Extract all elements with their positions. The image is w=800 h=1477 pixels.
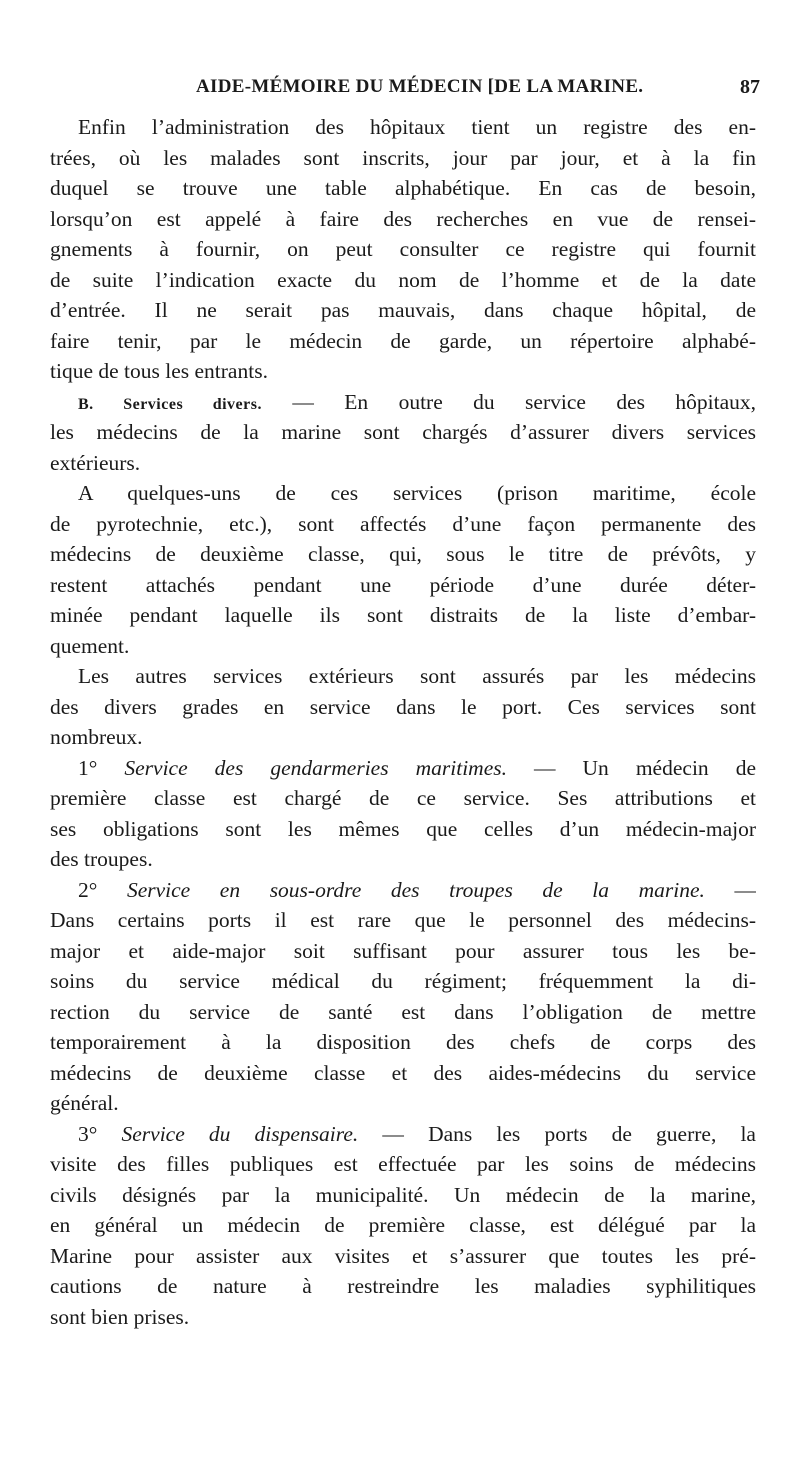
text-line <box>50 356 756 387</box>
text-line <box>50 265 756 296</box>
line-text: civils désignés par la municipalité. Un médecin de la marine, <box>50 1182 756 1207</box>
item-number: 3° <box>78 1121 122 1146</box>
line-text: gnements à fournir, on peut consulter ce registre qui fournit <box>50 237 756 261</box>
line-text: nombreux. <box>50 725 143 749</box>
line-text: A quelques-uns de ces services (prison maritime, école <box>78 481 756 505</box>
text-line <box>50 1271 756 1302</box>
line-text: Enfin l’administration des hôpitaux tient un registre des en- <box>78 115 756 139</box>
line-text: Marine pour assister aux visites et s’assurer que toutes les pré- <box>50 1243 756 1268</box>
text-line <box>50 1210 756 1241</box>
text-line <box>50 509 756 540</box>
text-line <box>50 814 756 845</box>
text-line <box>50 173 756 204</box>
text-line <box>50 844 756 875</box>
line-text: — <box>704 877 756 902</box>
service-title: Service en sous-ordre des troupes de la marine. <box>126 877 705 902</box>
service-title: Service des gendarmeries maritimes. <box>124 755 507 780</box>
text-line <box>50 631 756 662</box>
text-line <box>50 448 756 479</box>
text-line <box>50 143 756 174</box>
text-line <box>50 1088 756 1119</box>
text-line <box>50 692 756 723</box>
line-text: faire tenir, par le médecin de garde, un répertoire alphabé- <box>50 328 756 353</box>
text-line <box>50 1027 756 1058</box>
line-text: de suite l’indication exacte du nom de l’homme et de la date <box>50 267 756 292</box>
text-line <box>50 905 756 936</box>
line-text: cautions de nature à restreindre les maladies syphilitiques <box>50 1274 756 1298</box>
text-line <box>50 234 756 265</box>
running-head-title: AIDE-MÉMOIRE DU MÉDECIN [DE LA MARINE. <box>196 76 644 97</box>
line-text: Les autres services extérieurs sont assurés par les médecins <box>78 664 756 688</box>
text-line <box>50 478 756 509</box>
text-line <box>50 417 756 448</box>
line-text: d’entrée. Il ne serait pas mauvais, dans chaque hôpital, de <box>50 298 756 322</box>
line-text: sont bien prises. <box>50 1304 190 1329</box>
line-text: minée pendant laquelle ils sont distraits de la liste d’embar- <box>50 603 756 627</box>
line-text: quement. <box>50 633 130 658</box>
running-head <box>78 76 768 106</box>
body-text <box>50 112 756 1332</box>
line-text: première classe est chargé de ce service. Ses attributions et <box>50 786 756 810</box>
line-text: Dans certains ports il est rare que le personnel des médecins- <box>50 908 756 932</box>
item-number: 1° <box>78 755 125 780</box>
line-text: — Dans les ports de guerre, la <box>358 1121 756 1146</box>
text-line <box>50 661 756 692</box>
line-text: trées, où les malades sont inscrits, jour par jour, et à la fin <box>50 145 756 170</box>
line-text: rection du service de santé est dans l’obligation de mettre <box>50 999 756 1024</box>
line-text: — En outre du service des hôpitaux, <box>261 389 756 414</box>
line-text: major et aide-major soit suffisant pour assurer tous les be- <box>50 938 756 963</box>
line-text: ses obligations sont les mêmes que celles d’un médecin-major <box>50 816 756 841</box>
text-line <box>50 966 756 997</box>
text-line <box>50 875 756 906</box>
text-line <box>50 539 756 570</box>
line-text: duquel se trouve une table alphabétique. En cas de besoin, <box>50 176 756 200</box>
text-line <box>50 997 756 1028</box>
text-line <box>50 936 756 967</box>
text-line <box>50 387 756 418</box>
service-title: Service du dispensaire. <box>121 1121 359 1146</box>
text-line <box>50 295 756 326</box>
line-text: de pyrotechnie, etc.), sont affectés d’une façon permanente des <box>50 511 756 536</box>
text-line <box>50 753 756 784</box>
page-number: 87 <box>740 76 760 98</box>
section-label: B. Services divers. <box>78 395 262 413</box>
line-text: les médecins de la marine sont chargés d’assurer divers services <box>50 420 756 444</box>
line-text: restent attachés pendant une période d’une durée déter- <box>50 572 756 597</box>
line-text: des troupes. <box>50 847 153 871</box>
line-text: des divers grades en service dans le port. Ces services sont <box>50 694 756 719</box>
text-line <box>50 204 756 235</box>
text-line <box>50 570 756 601</box>
text-line <box>50 326 756 357</box>
text-line <box>50 1058 756 1089</box>
line-text: soins du service médical du régiment; fréquemment la di- <box>50 969 756 993</box>
text-line <box>50 1119 756 1150</box>
line-text: en général un médecin de première classe, est délégué par la <box>50 1213 756 1237</box>
text-line <box>50 783 756 814</box>
line-text: médecins de deuxième classe, qui, sous le titre de prévôts, y <box>50 542 756 566</box>
line-text: temporairement à la disposition des chefs de corps des <box>50 1030 756 1054</box>
line-text: tique de tous les entrants. <box>50 359 268 383</box>
text-line <box>50 600 756 631</box>
text-line <box>50 112 756 143</box>
line-text: lorsqu’on est appelé à faire des recherches en vue de rensei- <box>50 206 756 231</box>
text-line <box>50 722 756 753</box>
text-line <box>50 1302 756 1333</box>
item-number: 2° <box>78 877 127 902</box>
line-text: général. <box>50 1091 119 1115</box>
text-line <box>50 1180 756 1211</box>
text-line <box>50 1149 756 1180</box>
text-line <box>50 1241 756 1272</box>
line-text: visite des filles publiques est effectuée par les soins de médecins <box>50 1152 756 1176</box>
line-text: médecins de deuxième classe et des aides-médecins du service <box>50 1060 756 1085</box>
line-text: — Un médecin de <box>506 755 756 780</box>
line-text: extérieurs. <box>50 450 141 475</box>
